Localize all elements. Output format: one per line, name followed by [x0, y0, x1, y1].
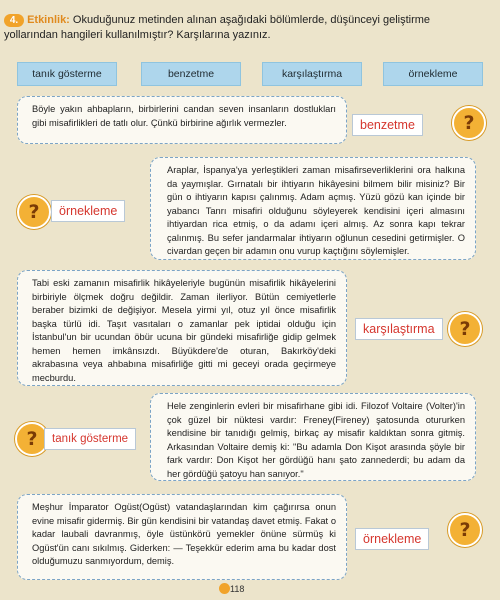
passage-4-text: Hele zenginlerin evleri bir misafirhane gibi idi. Filozof Voltaire (Volter)'in çok güzel bir nüktesi vardır: Freney(Fireney) şatosunda otururken kendisine bir tanıdığı gelmiş, birkaç ay misafir kaldıktan sonra gitmiş. Arkasından Voltaire demiş ki: "Bu adamla Don Kişot arasında şöyle bir fark vardır: Don Kişot her gördüğü hanı şato zannederdi; bu adam da her gördüğü şatoyu han sanıyor." [167, 401, 465, 479]
passage-3-text: Tabi eski zamanın misafirlik hikâyeleriyle bugünün misafirlik hikâyelerini birbiriyle ölçmek doğru değildir. Zaman ilerliyor. Bütün cemiyetlerle beraber bizimki de değişiyor. Mesela yirmi yıl, otuz yıl önce misafirlik başka türlü idi. Taşıt vasıtaları o zamanlar pek iptidai olduğu için İstanbul'un bir ucundan öbür ucuna bir gündeki misafirliğe gidip gelmek hemen hemen imkânsızdı. Büyükdere'de oturan, Bakırköy'deki akrabasına veya ahbabına misafirliğe gitti mi geceyi orada geçirmeye mecburdu. [32, 278, 336, 383]
instruction-line-1: Okuduğunuz metinden alınan aşağıdaki bölümlerde, düşünceyi geliştirme [72, 14, 431, 26]
passage-5-text: Meşhur İmparator Ogüst(Ogüst) vatandaşlarından kim çağırırsa onun evine misafir gidermiş. Bir gün kendisini bir vatandaş davet etmiş. Fakat o kadar laubali davranmış, öyle üstünkörü yemekler önüne sürmüş ki Ogüst'ün canı sıkılmış. Giderken: — Teşekkür ederim ama bu kadar dost olduğumuzu sanmıyordum, demiş. [32, 502, 336, 566]
answer-2: örnekleme [51, 200, 125, 222]
passage-2-box [150, 157, 476, 260]
activity-number-badge: 4. [4, 14, 24, 27]
tag-tanik-gosterme: tanık gösterme [17, 62, 117, 86]
passage-1-box [17, 96, 347, 144]
passage-4-box [150, 393, 476, 481]
page-number: 118 [230, 584, 245, 594]
tag-ornekleme: örnekleme [383, 62, 483, 86]
answer-3: karşılaştırma [355, 318, 443, 340]
activity-header [4, 13, 496, 43]
passage-3-box [17, 270, 347, 386]
activity-label: Etkinlik: [27, 14, 70, 26]
page-number-dot [219, 583, 230, 594]
question-mark-icon: ? [452, 106, 486, 140]
passage-5-box [17, 494, 347, 580]
passage-2-text: Araplar, İspanya'ya yerleştikleri zaman misafirseverliklerini ora halkına da yaymışlar. Gırnatalı bir ihtiyarın hikâyesini bilmem bilir misiniz? Bir gün o ihtiyarın kapısı çalınmış. Adam açmış. Yüzü gözü kan içinde bir yabancı Tanrı misafiri olduğunu söyleyerek kendisini içeri almasını ihtiyardan rica etmiş, o da adamı içeri almış. Az sonra kapı tekrar çalınmış. Bu sefer jandarmalar ihtiyarın oğlunun cesedini getirmişler. O civardan geçen bir adamın onu vurup kaçtığını söylemişler. [167, 165, 465, 256]
tag-karsilastirma: karşılaştırma [262, 62, 362, 86]
question-mark-icon: ? [15, 422, 49, 456]
answer-5: örnekleme [355, 528, 429, 550]
question-mark-icon: ? [17, 195, 51, 229]
question-mark-icon: ? [448, 513, 482, 547]
answer-4: tanık gösterme [44, 428, 136, 450]
question-mark-icon: ? [448, 312, 482, 346]
passage-1-text: Böyle yakın ahbapların, birbirlerini candan seven insanların dostlukları gibi misafirlikleri de tatlı olur. Çünkü birbirine ağırlık vermezler. [32, 104, 336, 128]
answer-1: benzetme [352, 114, 423, 136]
instruction-line-2: yollarından hangileri kullanılmıştır? Karşılarına yazınız. [4, 29, 271, 41]
tag-benzetme: benzetme [141, 62, 241, 86]
